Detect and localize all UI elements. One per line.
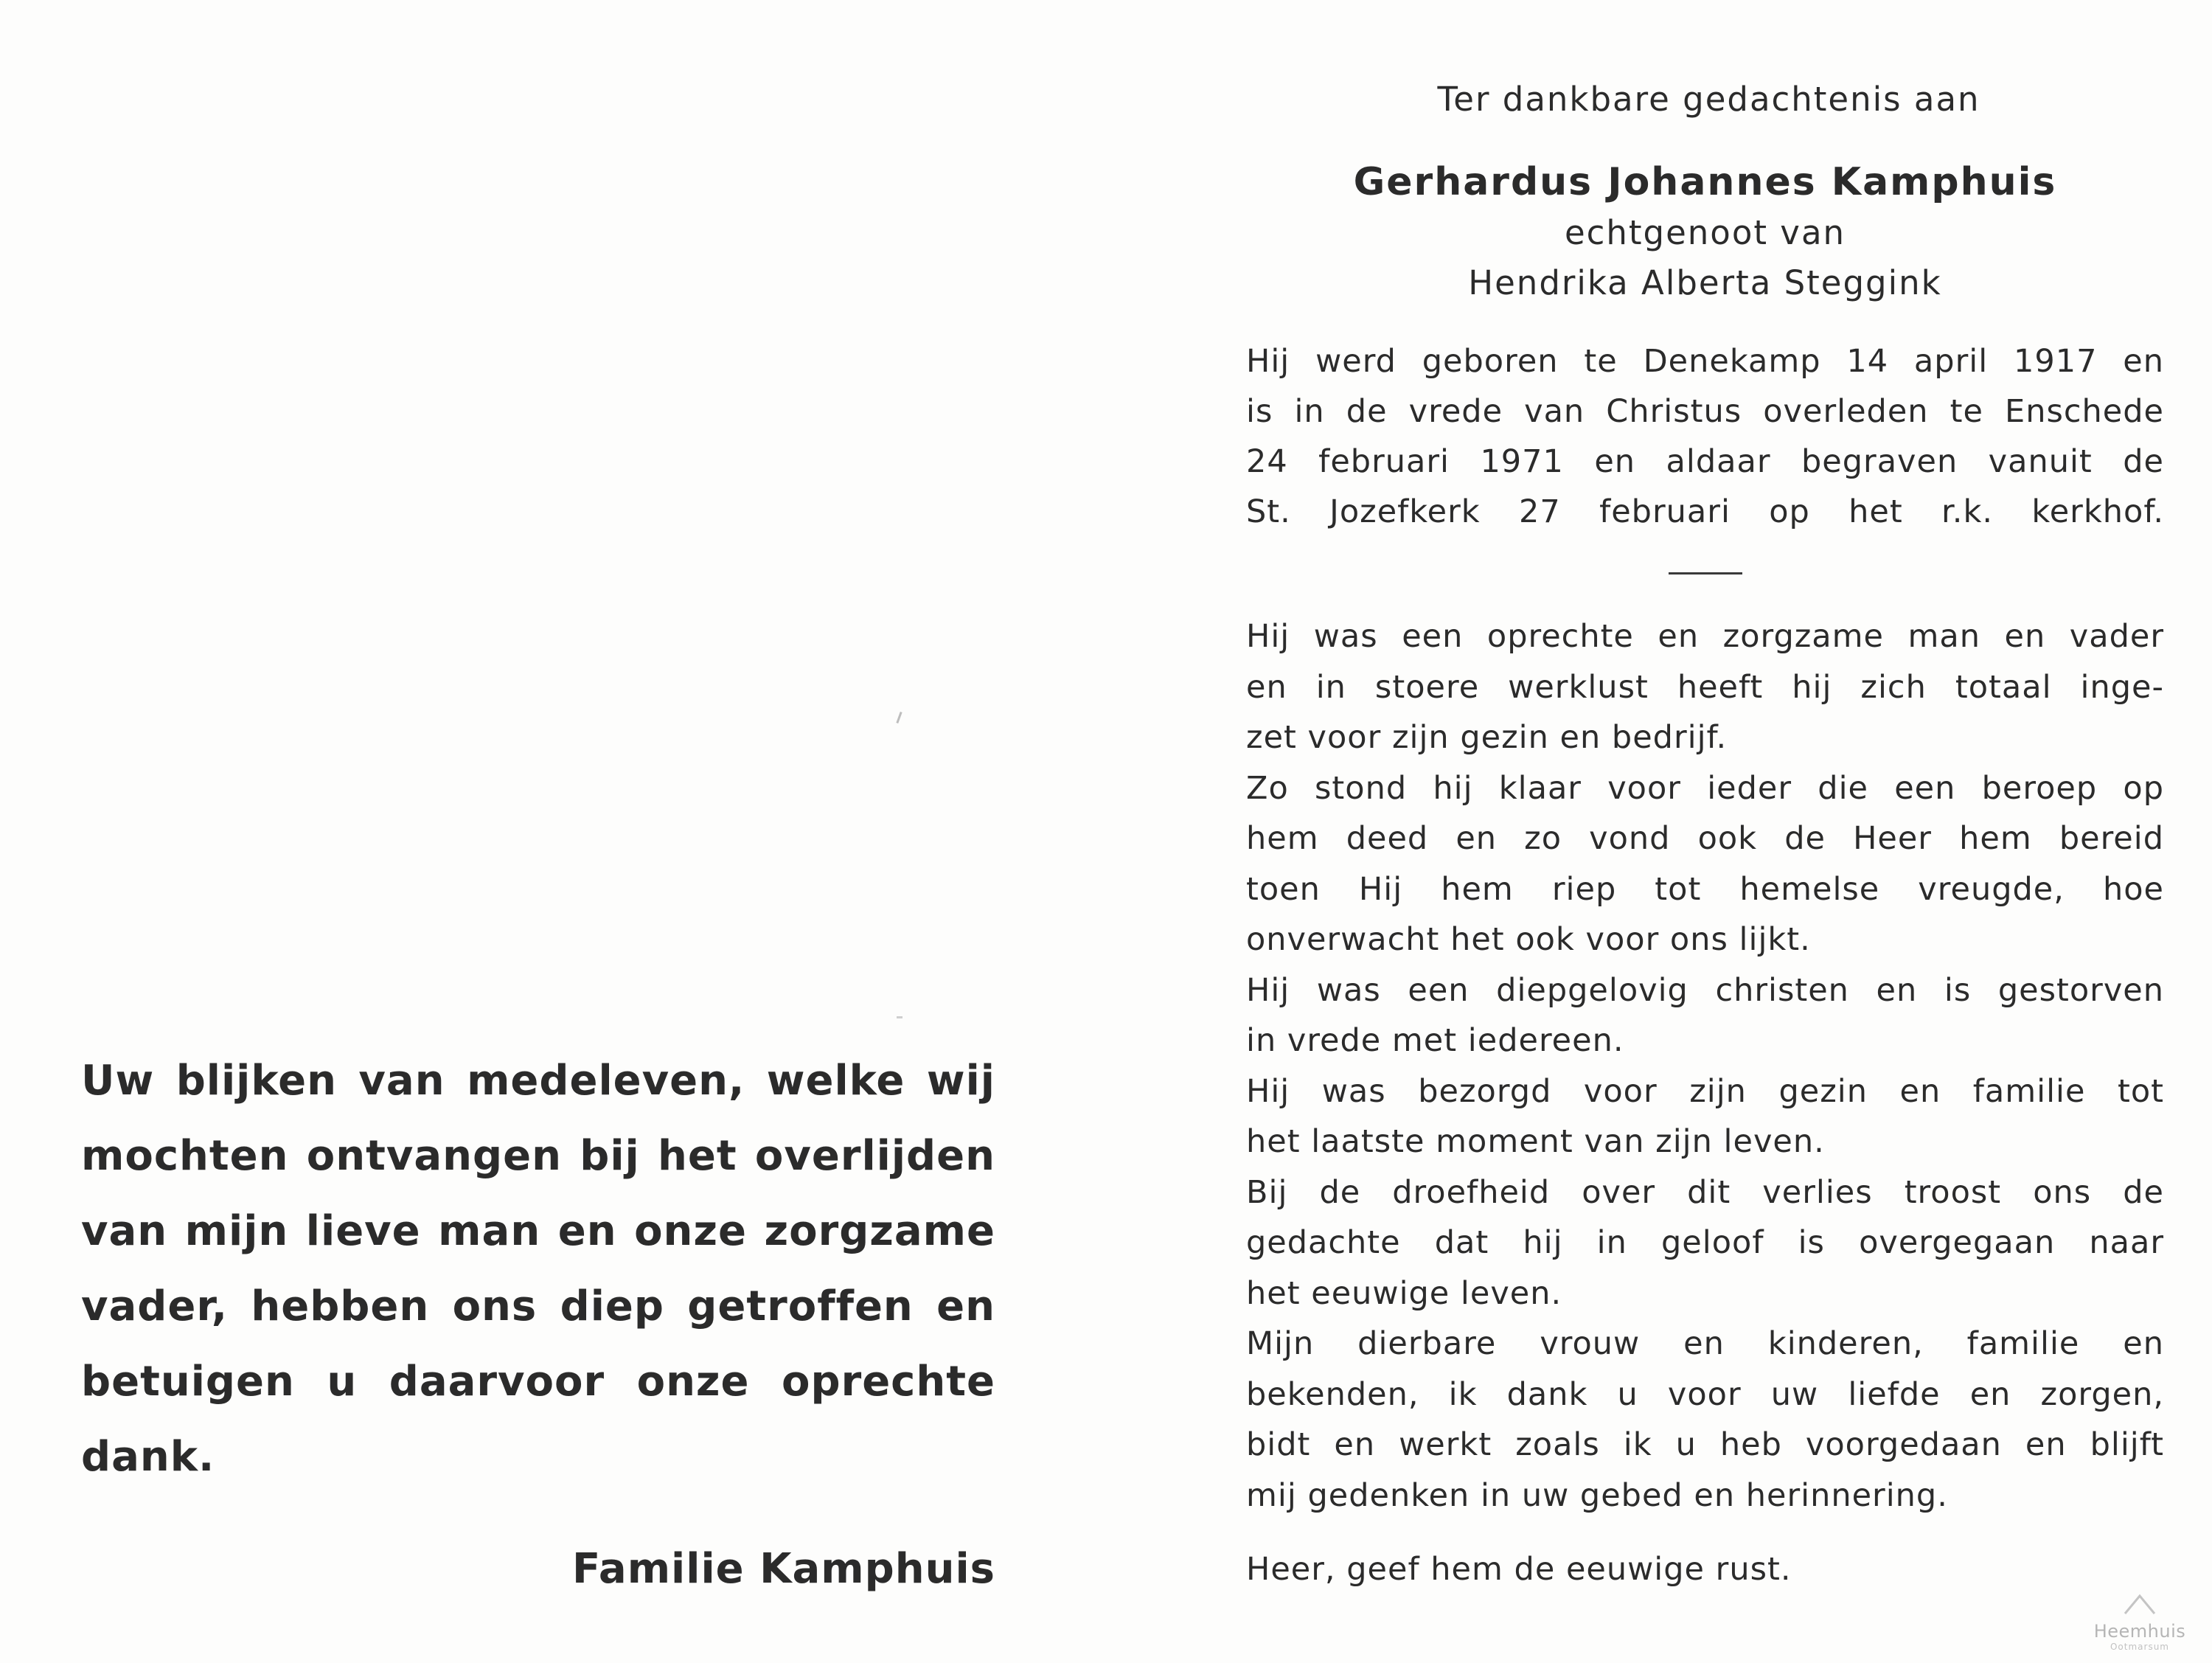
bio-line: St. Jozefkerk 27 februari op het r.k. kerkhof. [1246,493,2164,530]
tribute-line: mij gedenken in uw gebed en herinnering. [1246,1476,1948,1514]
divider-line [1669,572,1742,574]
tribute-line: en in stoere werklust heeft hij zich totaal inge- [1246,668,2164,706]
tribute-line: Hij was bezorgd voor zijn gezin en familie tot [1246,1072,2164,1110]
bio-line: is in de vrede van Christus overleden te Enschede [1246,393,2164,430]
biography [1246,336,2164,537]
paper-speck [896,712,902,723]
thanks-panel [81,1044,995,1495]
intro-text: Ter dankbare gedachtenis aan [1437,80,1980,119]
paper-speck [897,1016,902,1018]
spouse-name: Hendrika Alberta Steggink [1468,263,1942,302]
watermark-place: Ootmarsum [2110,1642,2169,1652]
tribute-line: Zo stond hij klaar voor ieder die een beroep op [1246,769,2164,807]
family-signature: Familie Kamphuis [571,1545,995,1593]
thanks-text [81,1044,995,1495]
thanks-line: vader, hebben ons diep getroffen en [81,1282,995,1330]
house-roof-icon [2124,1593,2156,1615]
tribute-line: het laatste moment van zijn leven. [1246,1123,1825,1160]
memorial-panel [1246,74,2164,1594]
tribute-line: gedachte dat hij in geloof is overgegaan naar [1246,1224,2164,1261]
thanks-line: dank. [81,1433,215,1481]
heemhuis-watermark [2081,1593,2199,1652]
deceased-name: Gerhardus Johannes Kamphuis [1353,160,2057,204]
tribute-line: in vrede met iedereen. [1246,1022,1624,1059]
tribute-text [1246,611,2164,1521]
bio-line: Hij werd geboren te Denekamp 14 april 1917 en [1246,343,2164,380]
tribute-line: onverwacht het ook voor ons lijkt. [1246,921,1811,958]
tribute-line: toen Hij hem riep tot hemelse vreugde, hoe [1246,870,2164,908]
bio-line: 24 februari 1971 en aldaar begraven vanuit de [1246,443,2164,480]
tribute-line: hem deed en zo vond ook de Heer hem bereid [1246,820,2164,857]
thanks-line: Uw blijken van medeleven, welke wij [81,1057,995,1105]
watermark-name: Heemhuis [2093,1621,2186,1642]
closing-prayer: Heer, geef hem de eeuwige rust. [1246,1551,1792,1588]
tribute-line: Hij was een diepgelovig christen en is gestorven [1246,971,2164,1009]
thanks-line: van mijn lieve man en onze zorgzame [81,1207,995,1255]
thanks-line: mochten ontvangen bij het overlijden [81,1132,995,1180]
tribute-line: Bij de droefheid over dit verlies troost ons de [1246,1173,2164,1211]
tribute-line: bekenden, ik dank u voor uw liefde en zorgen, [1246,1375,2164,1413]
spouse-relation: echtgenoot van [1564,213,1846,252]
tribute-line: het eeuwige leven. [1246,1274,1562,1312]
tribute-line: Mijn dierbare vrouw en kinderen, familie en [1246,1325,2164,1362]
tribute-line: Hij was een oprechte en zorgzame man en vader [1246,618,2164,655]
tribute-line: zet voor zijn gezin en bedrijf. [1246,719,1728,756]
thanks-line: betuigen u daarvoor onze oprechte [81,1358,995,1406]
tribute-line: bidt en werkt zoals ik u heb voorgedaan en blijft [1246,1426,2164,1463]
